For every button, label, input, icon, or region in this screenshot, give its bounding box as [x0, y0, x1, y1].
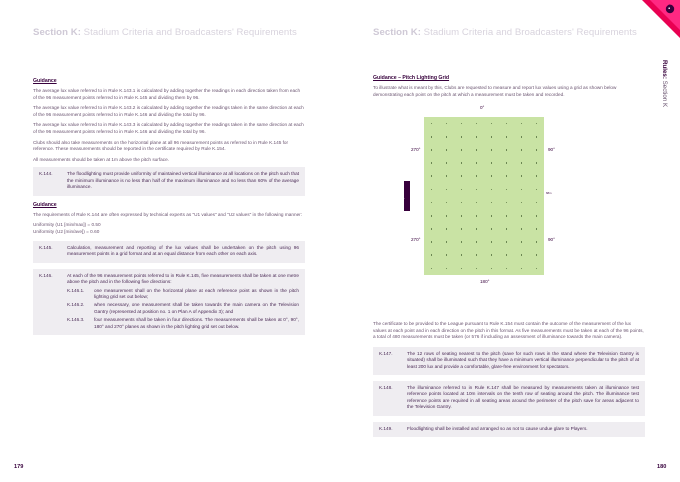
- guidance-paragraph: Clubs should also take measurements on the horizontal plane at all 96 measurement points as referred to in Rule K.145 for reference. These measurements should be reported in the certificate required by Rule K.154.: [33, 139, 289, 152]
- measurement-point: [521, 215, 523, 217]
- measurement-point: [536, 189, 538, 191]
- rule-text: Floodlighting shall be installed and arranged so as not to cause undue glare to Players.: [407, 425, 588, 431]
- measurement-point: [476, 241, 478, 243]
- measurement-point: [506, 162, 508, 164]
- measurement-point: [446, 241, 448, 243]
- measurement-point: [431, 228, 433, 230]
- sub-rule-text: when necessary, one measurement shall be taken towards the main camera on the Television Gantry (represented at position no. 1 on Plan A of Appendix 3); and: [94, 302, 299, 314]
- measurement-point: [491, 254, 493, 256]
- measurement-point: [476, 202, 478, 204]
- measurement-point: [536, 228, 538, 230]
- measurement-point: [431, 254, 433, 256]
- uniformity-formula: Uniformity (U1 [min/max]) = 0.50: [33, 222, 101, 228]
- rule-k145: [33, 241, 305, 263]
- measurement-point: [491, 189, 493, 191]
- measurement-point: [506, 175, 508, 177]
- measurement-point: [431, 149, 433, 151]
- measurement-point: [461, 215, 463, 217]
- pitch-area: [424, 117, 544, 275]
- guidance-paragraph: The average lux value referred to in Rule K.143.3 is calculated by adding together the readings taken in the same direction at each of the 96 measurement points referred to in Rule K.146 and dividing the total by 96.: [33, 122, 304, 134]
- pitch-grid-heading: Guidance – Pitch Lighting Grid: [373, 75, 450, 81]
- section-title-left: Section K: Stadium Criteria and Broadcasters' Requirements: [33, 27, 297, 38]
- pitch-grid-intro: To illustrate what is meant by this, Clubs are requested to measure and report lux values using a grid as shown below demonstrating each point on the pitch at which a measurement must be taken and recorded.: [373, 85, 617, 97]
- measurement-point: [461, 268, 463, 270]
- measurement-point: [446, 215, 448, 217]
- measurement-point: [446, 162, 448, 164]
- measurement-point: [491, 175, 493, 177]
- page-number-right: 180: [657, 464, 667, 470]
- measurement-point: [446, 123, 448, 125]
- sub-rule-number: K.146.3.: [67, 317, 85, 323]
- corner-logo: [636, 0, 680, 38]
- measurement-point: [476, 268, 478, 270]
- measurement-point: [431, 175, 433, 177]
- measurement-point: [521, 189, 523, 191]
- measurement-point: [461, 149, 463, 151]
- guidance-heading: Guidance: [33, 201, 57, 208]
- measurement-point: [536, 136, 538, 138]
- measurement-point: [461, 162, 463, 164]
- sub-rule-text: four measurements shall be taken in four directions. The measurements shall be taken at 0°, 90°, 180° and 270° planes as shown in the pitch lighting grid set out below.: [94, 317, 299, 329]
- angle-label-0: 0°: [480, 105, 485, 110]
- measurement-point: [431, 136, 433, 138]
- sub-rule: [67, 302, 299, 315]
- measurement-point: [461, 202, 463, 204]
- sub-rule: [67, 288, 299, 301]
- measurement-point: [431, 215, 433, 217]
- rule-text: The floodlighting must provide uniformity of maintained vertical illuminance at all locations on the pitch such that the minimum illuminance is no less than half of the maximum illuminance and no less than 60% of the average illuminance.: [67, 171, 299, 190]
- measurement-point: [431, 189, 433, 191]
- rule-text: At each of the 96 measurement points referred to in Rule K.145, five measurements shall be taken at one metre above the pitch and in the following five directions:: [67, 272, 299, 285]
- measurement-point: [461, 136, 463, 138]
- measurement-point: [536, 268, 538, 270]
- measurement-point: [431, 268, 433, 270]
- measurement-point: [461, 254, 463, 256]
- measurement-point: [536, 175, 538, 177]
- sub-rule-number: K.146.2.: [67, 302, 85, 308]
- rule-number: K.145.: [39, 244, 53, 250]
- measurement-point: [506, 241, 508, 243]
- measurement-point: [521, 149, 523, 151]
- measurement-point: [521, 228, 523, 230]
- measurement-point: [491, 241, 493, 243]
- measurement-point: [521, 123, 523, 125]
- measurement-point: [536, 149, 538, 151]
- measurement-point: [521, 241, 523, 243]
- measurement-point: [521, 268, 523, 270]
- sub-rule-number: K.146.1.: [67, 287, 85, 293]
- sub-rule: [67, 317, 299, 330]
- page-number-left: 179: [14, 464, 24, 470]
- measurement-point: [506, 149, 508, 151]
- measurement-point: [476, 175, 478, 177]
- rule-number: K.144.: [39, 171, 53, 177]
- rule-text: The 12 rows of seating nearest to the pitch (save for such rows in the stand where the Television Gantry is situated) shall be illuminated such that they have a minimum vertical illuminance perpendicular to the pitch of at least 200 lux and provide a comfortable, glare-free environment for spectators.: [407, 350, 639, 369]
- angle-label-90: 90°: [548, 147, 555, 152]
- measurement-point: [476, 123, 478, 125]
- sub-rule-text: one measurement shall on the horizontal plane at each reference point as shown in the pitch lighting grid set out below;: [94, 287, 299, 299]
- measurement-point: [491, 136, 493, 138]
- rule-k149: [373, 422, 645, 437]
- measurement-point: [431, 202, 433, 204]
- right-column-top: [373, 75, 645, 102]
- measurement-point: [521, 254, 523, 256]
- measurement-point: [446, 149, 448, 151]
- measurement-point: [536, 241, 538, 243]
- measurement-point: [461, 175, 463, 177]
- pitch-width-label: 68m: [546, 191, 552, 195]
- measurement-point: [446, 268, 448, 270]
- rule-number: K.149.: [379, 425, 393, 431]
- measurement-point: [491, 268, 493, 270]
- measurement-point: [536, 123, 538, 125]
- section-title-right: Section K: Stadium Criteria and Broadcasters' Requirements: [373, 27, 637, 38]
- measurement-point: [536, 215, 538, 217]
- measurement-point: [476, 136, 478, 138]
- measurement-point: [506, 254, 508, 256]
- measurement-point: [536, 202, 538, 204]
- measurement-point: [446, 254, 448, 256]
- measurement-point: [521, 162, 523, 164]
- measurement-point: [506, 189, 508, 191]
- angle-label-180: 180°: [480, 279, 490, 284]
- measurement-point: [476, 215, 478, 217]
- measurement-point: [491, 215, 493, 217]
- uniformity-formula: Uniformity (U2 [min/ave]) = 0.60: [33, 228, 100, 234]
- certificate-paragraph: The certificate to be provided to the League pursuant to Rule K.154 must contain the outcome of the measurement of the lux values at each point and in each direction on the pitch in this format. As five measurements must be taken at each of the 96 points, a total of 480 measurements must be taken (or 576 if including an assessment of illuminance towards the main camera).: [373, 321, 644, 340]
- measurement-point: [476, 254, 478, 256]
- angle-label-90: 90°: [548, 237, 555, 242]
- measurement-point: [461, 189, 463, 191]
- pitch-lighting-grid: [398, 103, 578, 293]
- angle-label-270: 270°: [411, 237, 421, 242]
- rule-number: K.146.: [39, 272, 53, 278]
- measurement-point: [446, 189, 448, 191]
- measurement-point: [506, 228, 508, 230]
- rule-k148: [373, 381, 645, 416]
- measurement-point: [431, 241, 433, 243]
- measurement-point: [431, 123, 433, 125]
- measurement-point: [476, 189, 478, 191]
- measurement-point: [506, 268, 508, 270]
- guidance-paragraph: The average lux value referred to in Rule K.143.1 is calculated by adding together the readings in each direction taken from each of the 96 measurement points referred to in Rule K.145 and dividing them by 96.: [33, 88, 301, 100]
- guidance-paragraph: All measurements should be taken at 1m above the pitch surface.: [33, 156, 170, 162]
- measurement-point: [536, 162, 538, 164]
- rule-number: K.148.: [379, 385, 393, 390]
- measurement-point: [536, 254, 538, 256]
- left-column: [33, 78, 305, 341]
- rule-k146: [33, 269, 305, 335]
- measurement-point: [461, 228, 463, 230]
- measurement-point: [506, 215, 508, 217]
- rule-number: K.147.: [379, 350, 393, 356]
- right-column-bottom: [373, 321, 645, 443]
- tv-gantry-label: TV Gantry Main Cam: [401, 182, 405, 212]
- measurement-point: [521, 136, 523, 138]
- guidance-heading: Guidance: [33, 78, 57, 84]
- rule-text: The illuminance referred to in Rule K.147 shall be measured by measurements taken at illuminance test reference points located at 10m intervals on the tenth row of seating around the pitch. The illuminance test reference points are required in all seating areas around the perimeter of the pitch save for areas adjacent to the Television Gantry.: [407, 385, 639, 410]
- rule-k147: [373, 347, 645, 375]
- measurement-point: [506, 136, 508, 138]
- measurement-point: [491, 202, 493, 204]
- measurement-point: [506, 202, 508, 204]
- measurement-point: [476, 149, 478, 151]
- measurement-point: [446, 136, 448, 138]
- rule-k144: [33, 167, 305, 195]
- guidance-paragraph: The average lux value referred to in Rule K.143.2 is calculated by adding together the readings taken in the same direction at each of the 96 measurement points referred to in Rule K.146 and dividing the total by 96.: [33, 105, 304, 117]
- rule-text: Calculation, measurement and reporting of the lux values shall be undertaken on the pitch using 96 measurement points in a grid format and at an equal distance from each other on each axis.: [67, 244, 299, 257]
- measurement-point: [476, 228, 478, 230]
- measurement-point: [521, 175, 523, 177]
- measurement-point: [446, 202, 448, 204]
- measurement-point: [506, 123, 508, 125]
- measurement-point: [491, 228, 493, 230]
- measurement-point: [446, 175, 448, 177]
- measurement-point: [491, 149, 493, 151]
- angle-label-270: 270°: [411, 147, 421, 152]
- guidance-paragraph: The requirements of Rule K.144 are often expressed by technical experts as "U1 values" and "U2 values" in the following manner:: [33, 211, 303, 217]
- measurement-point: [521, 202, 523, 204]
- measurement-point: [491, 162, 493, 164]
- measurement-point: [431, 162, 433, 164]
- measurement-point: [476, 162, 478, 164]
- measurement-point: [461, 123, 463, 125]
- measurement-point: [446, 228, 448, 230]
- side-tab: Rules: Section K: [661, 60, 668, 108]
- measurement-point: [461, 241, 463, 243]
- measurement-point: [491, 123, 493, 125]
